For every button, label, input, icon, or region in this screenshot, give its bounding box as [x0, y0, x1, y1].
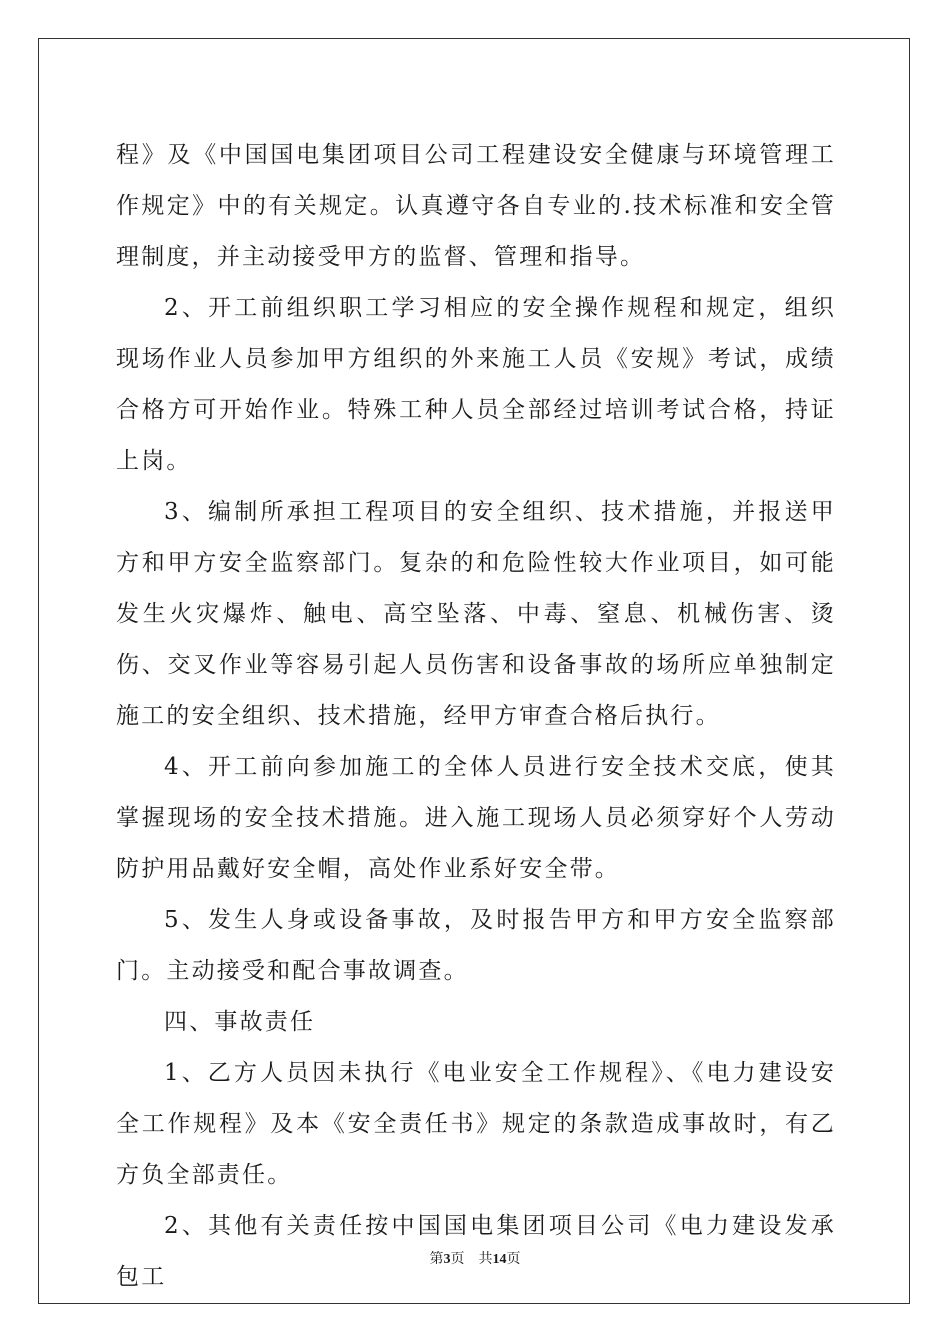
paragraph-5: 5、发生人身或设备事故，及时报告甲方和甲方安全监察部门。主动接受和配合事故调查。 [116, 907, 836, 984]
paragraph-8: 2、其他有关责任按中国国电集团项目公司《电力建设发承包工 [116, 1213, 836, 1290]
paragraph-3: 3、编制所承担工程项目的安全组织、技术措施，并报送甲方和甲方安全监察部门。复杂的和危险性较大作业项目，如可能发生火灾爆炸、触电、高空坠落、中毒、窒息、机械伤害、烫伤、交叉作业等容易引起人员伤害和设备事故的场所应单独制定施工的安全组织、技术措施，经甲方审查合格后执行。 [116, 499, 836, 729]
total-prefix: 共 [478, 1252, 493, 1267]
paragraph-4: 4、开工前向参加施工的全体人员进行安全技术交底，使其掌握现场的安全技术措施。进入施工现场人员必须穿好个人劳动防护用品戴好安全帽，高处作业系好安全带。 [116, 754, 836, 882]
page-footer [0, 1248, 950, 1268]
paragraph-1: 程》及《中国国电集团项目公司工程建设安全健康与环境管理工作规定》中的有关规定。认真遵守各自专业的.技术标准和安全管理制度，并主动接受甲方的监督、管理和指导。 [116, 142, 836, 270]
document-body [116, 130, 836, 1303]
total-suffix: 页 [506, 1252, 521, 1267]
total-pages: 14 [492, 1252, 507, 1267]
paragraph-2: 2、开工前组织职工学习相应的安全操作规程和规定，组织现场作业人员参加甲方组织的外来施工人员《安规》考试，成绩合格方可开始作业。特殊工种人员全部经过培训考试合格，持证上岗。 [116, 295, 836, 474]
page-number: 3 [443, 1252, 451, 1267]
page-prefix: 第 [429, 1252, 444, 1267]
section-heading-accident-liability: 四、事故责任 [164, 1009, 316, 1035]
paragraph-7: 1、乙方人员因未执行《电业安全工作规程》、《电力建设安全工作规程》及本《安全责任书》规定的条款造成事故时，有乙方负全部责任。 [116, 1060, 836, 1188]
page-suffix: 页 [450, 1252, 465, 1267]
